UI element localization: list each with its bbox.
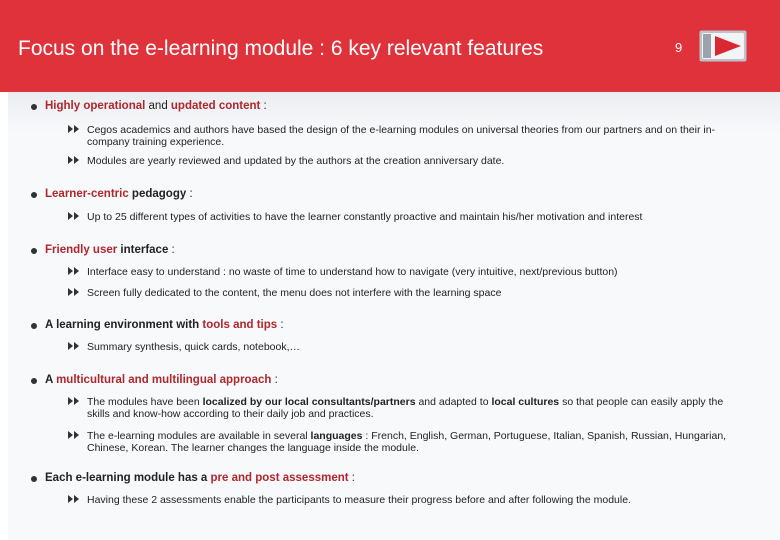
double-arrow-icon (68, 124, 82, 134)
double-arrow-icon (68, 287, 82, 297)
bullet (31, 378, 37, 384)
bullet (31, 248, 37, 254)
localization-text: The modules have been localized by our local consultants/partners and adapted to local cultures so that people can easily apply the skills and know-how according to their daily job and practices. (87, 396, 724, 420)
feature-heading: Friendly user interface : (45, 244, 175, 256)
feature-heading: A multicultural and multilingual approach : (45, 374, 278, 386)
double-arrow-icon (68, 430, 82, 440)
page-number: 9 (675, 40, 683, 55)
feature-heading: Highly operational and updated content : (45, 100, 267, 112)
bullet (31, 323, 37, 329)
double-arrow-icon (68, 266, 82, 276)
title-bar (0, 0, 780, 92)
feature-heading: A learning environment with tools and tips : (45, 319, 284, 331)
page-title: Focus on the e-learning module : 6 key relevant features (18, 37, 544, 60)
content-area: Highly operational and updated content : Cegos academics and authors have based the design of the e-learning modules on universal theories from our partners and on their in-company training experience. Modules are yearly reviewed and updated by the authors at the creation anniversary date. Learner-centric pedagogy : Up to 25 different types of activities to have the learner constantly proactive and maintain his/her motivation and interest Friendly user interface : Interface easy to understand : no waste of time to understand how to navigate (very intuitive, next/previous button) Screen fully dedicated to the content, the menu does not interfere with the learning space A learning environment with tools and tips : Summary synthesis, quick cards, notebook,… A multicultural and multilingual approach : The modules have been localized by our local consultants/partners and adapted to local cultures so that people can easily apply the skills and know-how according to their daily job and practices. The e-learning modules are available in several languages : French, English, German, Portuguese, Italian, Spanish, Russian, Hungarian, Chinese, Korean. The learner changes the language inside the module. Each e-learning module has a pre and post assessment : Having these 2 assessments enable the participants to measure their progress before and after following the module. (8, 92, 780, 540)
feature-heading: Each e-learning module has a pre and post assessment : (45, 472, 355, 484)
double-arrow-icon (68, 396, 82, 406)
languages-text: The e-learning modules are available in several languages : French, English, German, Portuguese, Italian, Spanish, Russian, Hungarian, Chinese, Korean. The learner changes the language inside the module. (87, 430, 727, 454)
bullet (31, 192, 37, 198)
bullet (31, 476, 37, 482)
play-button-icon[interactable] (699, 30, 747, 62)
double-arrow-icon (68, 211, 82, 221)
double-arrow-icon (68, 341, 82, 351)
bullet (31, 104, 37, 110)
double-arrow-icon (68, 494, 82, 504)
feature-heading: Learner-centric pedagogy : (45, 188, 193, 200)
double-arrow-icon (68, 155, 82, 165)
